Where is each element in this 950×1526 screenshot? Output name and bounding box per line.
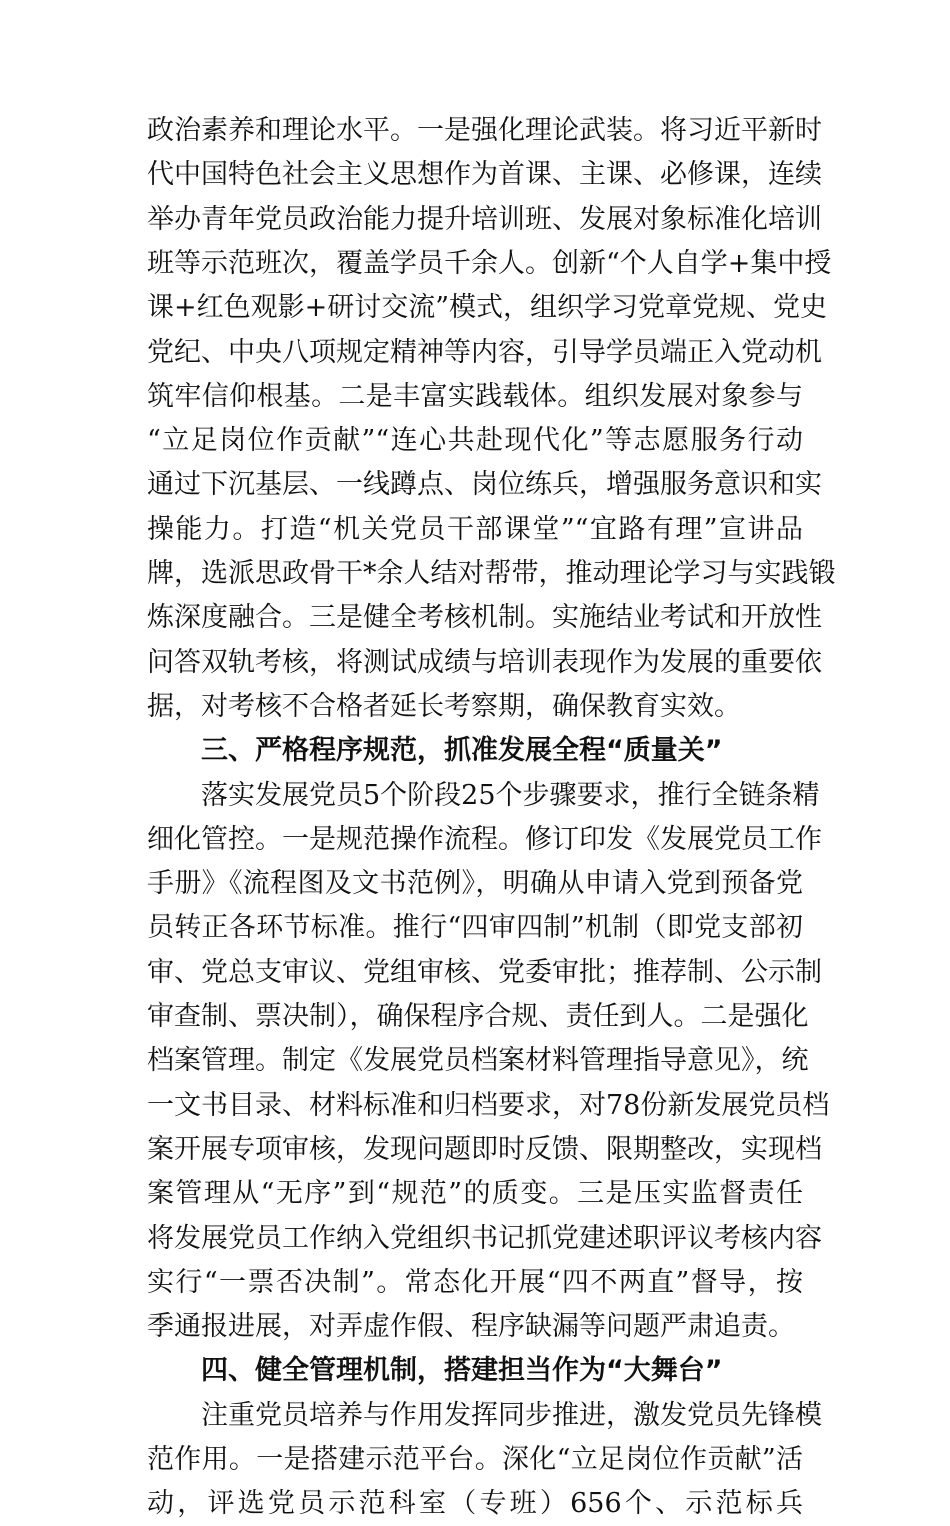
paragraph-line: 将发展党员工作纳入党组织书记抓党建述职评议考核内容	[147, 1223, 822, 1254]
paragraph-line: 案管理从“无序”到“规范”的质变。三是压实监督责任	[147, 1178, 803, 1209]
paragraph-line: 问答双轨考核，将测试成绩与培训表现作为发展的重要依	[147, 647, 822, 678]
paragraph-line: 筑牢信仰根基。二是丰富实践载体。组织发展对象参与	[147, 381, 803, 412]
paragraph-line: 据，对考核不合格者延长考察期，确保教育实效。	[147, 691, 741, 722]
paragraph-line: 实行“一票否决制”。常态化开展“四不两直”督导，按	[147, 1267, 803, 1298]
section-heading: 三、严格程序规范，抓准发展全程“质量关”	[201, 735, 723, 766]
paragraph-line: 操能力。打造“机关党员干部课堂”“宜路有理”宣讲品	[147, 514, 803, 545]
paragraph-line: 细化管控。一是规范操作流程。修订印发《发展党员工作	[147, 824, 822, 855]
paragraph-line: 代中国特色社会主义思想作为首课、主课、必修课，连续	[147, 159, 822, 190]
paragraph-line: 课+红色观影+研讨交流”模式，组织学习党章党规、党史	[147, 292, 828, 323]
paragraph-line: 党纪、中央八项规定精神等内容，引导学员端正入党动机	[147, 337, 822, 368]
paragraph-line: 通过下沉基层、一线蹲点、岗位练兵，增强服务意识和实	[147, 469, 822, 500]
section-heading: 四、健全管理机制，搭建担当作为“大舞台”	[201, 1355, 723, 1386]
paragraph-line: 举办青年党员政治能力提升培训班、发展对象标准化培训	[147, 204, 822, 235]
paragraph-line: 审查制、票决制），确保程序合规、责任到人。二是强化	[147, 1001, 809, 1032]
paragraph-line: 档案管理。制定《发展党员档案材料管理指导意见》，统	[147, 1045, 809, 1076]
paragraph-line: 手册》《流程图及文书范例》，明确从申请入党到预备党	[147, 868, 803, 899]
paragraph-line: 员转正各环节标准。推行“四审四制”机制（即党支部初	[147, 912, 803, 943]
paragraph-line: 一文书目录、材料标准和归档要求，对78份新发展党员档	[147, 1090, 830, 1121]
paragraph-line: 动，评选党员示范科室（专班）656个、示范标兵	[147, 1488, 803, 1519]
paragraph-line: 政治素养和理论水平。一是强化理论武装。将习近平新时	[147, 115, 822, 146]
paragraph-line: 炼深度融合。三是健全考核机制。实施结业考试和开放性	[147, 602, 822, 633]
paragraph-line: 案开展专项审核，发现问题即时反馈、限期整改，实现档	[147, 1134, 822, 1165]
paragraph-line: 注重党员培养与作用发挥同步推进，激发党员先锋模	[201, 1400, 822, 1431]
paragraph-line: 审、党总支审议、党组审核、党委审批；推荐制、公示制	[147, 957, 822, 988]
paragraph-line: 落实发展党员5个阶段25个步骤要求，推行全链条精	[201, 780, 820, 811]
paragraph-line: 班等示范班次，覆盖学员千余人。创新“个人自学+集中授	[147, 248, 832, 279]
paragraph-line: 季通报进展，对弄虚作假、程序缺漏等问题严肃追责。	[147, 1311, 795, 1342]
paragraph-line: 牌，选派思政骨干*余人结对帮带，推动理论学习与实践锻	[147, 558, 836, 589]
paragraph-line: 范作用。一是搭建示范平台。深化“立足岗位作贡献”活	[147, 1444, 803, 1475]
paragraph-line: “立足岗位作贡献”“连心共赴现代化”等志愿服务行动	[147, 425, 803, 456]
